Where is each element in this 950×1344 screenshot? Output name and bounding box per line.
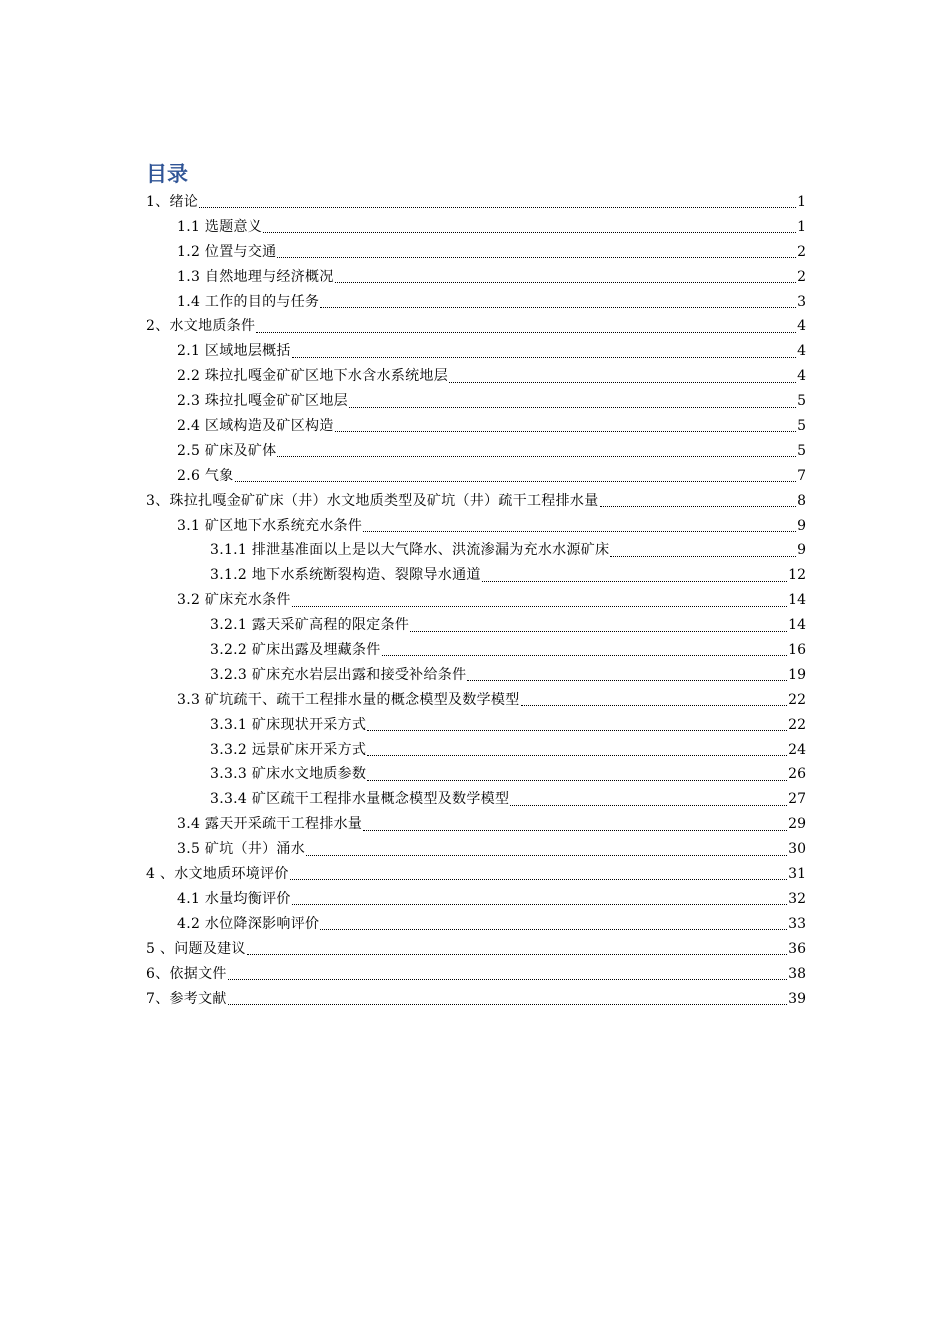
toc-entry-text: 3.2.1 露天采矿高程的限定条件	[210, 617, 410, 634]
toc-entry-text: 3.2 矿床充水条件	[177, 592, 291, 609]
toc-entry[interactable]	[146, 314, 806, 339]
toc-entry[interactable]	[146, 290, 806, 315]
dot-leader	[277, 455, 796, 457]
toc-entry[interactable]	[146, 414, 806, 439]
toc-entry-text: 3.1 矿区地下水系统充水条件	[177, 517, 363, 534]
toc-entry-text: 1.4 工作的目的与任务	[177, 293, 320, 310]
toc-page-number: 12	[788, 567, 806, 584]
dot-leader	[467, 679, 787, 681]
dot-leader	[367, 754, 787, 756]
toc-entry[interactable]	[146, 190, 806, 215]
dot-leader	[292, 605, 787, 607]
toc-page-number: 31	[788, 866, 806, 883]
toc-page-number: 14	[788, 592, 806, 609]
toc-page-number: 16	[788, 642, 806, 659]
dot-leader	[247, 953, 787, 955]
toc-page-number: 9	[797, 542, 806, 559]
toc-entry-text: 3.3 矿坑疏干、疏干工程排水量的概念模型及数学模型	[177, 691, 520, 708]
toc-page-number: 4	[797, 368, 806, 385]
toc-entry-text: 2.2 珠拉扎嘎金矿矿区地下水含水系统地层	[177, 368, 449, 385]
dot-leader	[292, 903, 787, 905]
toc-entry-text: 2.4 区域构造及矿区构造	[177, 418, 334, 435]
dot-leader	[410, 630, 787, 632]
toc-page-number: 29	[788, 816, 806, 833]
toc-page-number: 5	[797, 418, 806, 435]
toc-entry-text: 3.4 露天开采疏干工程排水量	[177, 816, 363, 833]
toc-entry[interactable]	[146, 339, 806, 364]
toc-page-number: 3	[797, 293, 806, 310]
toc-page-number: 4	[797, 318, 806, 335]
toc-entry[interactable]	[146, 215, 806, 240]
toc-entry-text: 2.1 区域地层概括	[177, 343, 291, 360]
dot-leader	[228, 1003, 787, 1005]
toc-entry[interactable]	[146, 688, 806, 713]
toc-entry-text: 3.2.3 矿床充水岩层出露和接受补给条件	[210, 666, 467, 683]
toc-entry[interactable]	[146, 389, 806, 414]
toc-entry-text: 3、珠拉扎嘎金矿矿床（井）水文地质类型及矿坑（井）疏干工程排水量	[146, 492, 599, 509]
toc-entry-text: 3.3.3 矿床水文地质参数	[210, 766, 367, 783]
toc-page-number: 30	[788, 841, 806, 858]
dot-leader	[349, 406, 796, 408]
toc-page-number: 24	[788, 741, 806, 758]
toc-entry[interactable]	[146, 862, 806, 887]
dot-leader	[290, 878, 788, 880]
dot-leader	[235, 480, 797, 482]
toc-page-number: 7	[797, 467, 806, 484]
toc-entry-text: 4 、水文地质环境评价	[146, 866, 289, 883]
toc-entry[interactable]	[146, 663, 806, 688]
toc-entry-text: 7、参考文献	[146, 990, 227, 1007]
toc-entry-text: 3.2.2 矿床出露及埋藏条件	[210, 642, 381, 659]
toc-entry[interactable]	[146, 987, 806, 1012]
toc-entry-text: 3.3.2 远景矿床开采方式	[210, 741, 367, 758]
toc-entry[interactable]	[146, 962, 806, 987]
toc-entry-text: 1.2 位置与交通	[177, 243, 277, 260]
toc-entry-text: 2.3 珠拉扎嘎金矿矿区地层	[177, 393, 348, 410]
toc-entry[interactable]	[146, 538, 806, 563]
toc-page-number: 9	[797, 517, 806, 534]
dot-leader	[363, 829, 787, 831]
dot-leader	[335, 281, 796, 283]
toc-entry[interactable]	[146, 762, 806, 787]
toc-page-number: 39	[788, 990, 806, 1007]
toc-entry-text: 4.2 水位降深影响评价	[177, 915, 320, 932]
toc-page-number: 22	[788, 691, 806, 708]
dot-leader	[367, 729, 787, 731]
toc-entry[interactable]	[146, 937, 806, 962]
toc-page-number: 5	[797, 393, 806, 410]
toc-page-number: 33	[788, 915, 806, 932]
toc-page-number: 19	[788, 666, 806, 683]
toc-entry-text: 6、依据文件	[146, 965, 227, 982]
dot-leader	[277, 256, 796, 258]
toc-page-number: 27	[788, 791, 806, 808]
toc-entry[interactable]	[146, 837, 806, 862]
toc-page-number: 8	[797, 492, 806, 509]
toc-entry[interactable]	[146, 514, 806, 539]
toc-entry[interactable]	[146, 240, 806, 265]
toc-page-number: 2	[797, 243, 806, 260]
toc-entry-text: 2、水文地质条件	[146, 318, 256, 335]
dot-leader	[521, 704, 788, 706]
dot-leader	[292, 356, 796, 358]
toc-entry[interactable]	[146, 787, 806, 812]
toc-page-number: 1	[797, 194, 806, 210]
dot-leader	[449, 381, 796, 383]
toc-page-number: 1	[797, 218, 806, 235]
dot-leader	[367, 779, 787, 781]
dot-leader	[320, 928, 787, 930]
toc-entry[interactable]	[146, 588, 806, 613]
toc-entry-text: 1、绪论	[146, 194, 199, 210]
toc-page-number: 22	[788, 716, 806, 733]
toc-entry-text: 5 、问题及建议	[146, 940, 246, 957]
toc-entry[interactable]	[146, 364, 806, 389]
toc-title: 目录	[146, 162, 188, 186]
toc-entry-text: 4.1 水量均衡评价	[177, 890, 291, 907]
toc-entry[interactable]	[146, 713, 806, 738]
dot-leader	[306, 854, 787, 856]
dot-leader	[256, 331, 796, 333]
toc-entry-text: 3.1.2 地下水系统断裂构造、裂隙导水通道	[210, 567, 481, 584]
dot-leader	[482, 580, 788, 582]
toc-entry-text: 2.6 气象	[177, 467, 234, 484]
dot-leader	[363, 530, 796, 532]
toc-page-number: 2	[797, 268, 806, 285]
toc-entry[interactable]	[146, 464, 806, 489]
toc-entry-text: 3.1.1 排泄基准面以上是以大气降水、洪流渗漏为充水水源矿床	[210, 542, 610, 559]
toc-entry-text: 3.5 矿坑（井）涌水	[177, 841, 306, 858]
toc-entry-text: 1.3 自然地理与经济概况	[177, 268, 334, 285]
toc-entry-text: 3.3.4 矿区疏干工程排水量概念模型及数学模型	[210, 791, 510, 808]
toc-entry[interactable]	[146, 489, 806, 514]
dot-leader	[382, 654, 788, 656]
toc-page-number: 14	[788, 617, 806, 634]
toc-list	[146, 190, 806, 1011]
dot-leader	[335, 430, 796, 432]
dot-leader	[600, 505, 797, 507]
dot-leader	[228, 978, 787, 980]
dot-leader	[263, 231, 796, 233]
toc-entry[interactable]	[146, 887, 806, 912]
toc-entry-text: 2.5 矿床及矿体	[177, 442, 277, 459]
toc-entry[interactable]	[146, 563, 806, 588]
toc-entry-text: 3.3.1 矿床现状开采方式	[210, 716, 367, 733]
dot-leader	[320, 306, 796, 308]
toc-page-number: 26	[788, 766, 806, 783]
toc-page-number: 38	[788, 965, 806, 982]
toc-page-number: 4	[797, 343, 806, 360]
toc-entry[interactable]	[146, 439, 806, 464]
dot-leader	[510, 804, 787, 806]
dot-leader	[610, 555, 796, 557]
toc-entry[interactable]	[146, 912, 806, 937]
toc-page-number: 36	[788, 940, 806, 957]
toc-entry[interactable]	[146, 265, 806, 290]
toc-page-number: 32	[788, 890, 806, 907]
toc-entry[interactable]	[146, 613, 806, 638]
toc-page-number: 5	[797, 442, 806, 459]
dot-leader	[199, 206, 796, 208]
toc-entry[interactable]	[146, 638, 806, 663]
toc-entry[interactable]	[146, 812, 806, 837]
toc-entry[interactable]	[146, 738, 806, 763]
toc-entry-text: 1.1 选题意义	[177, 218, 263, 235]
